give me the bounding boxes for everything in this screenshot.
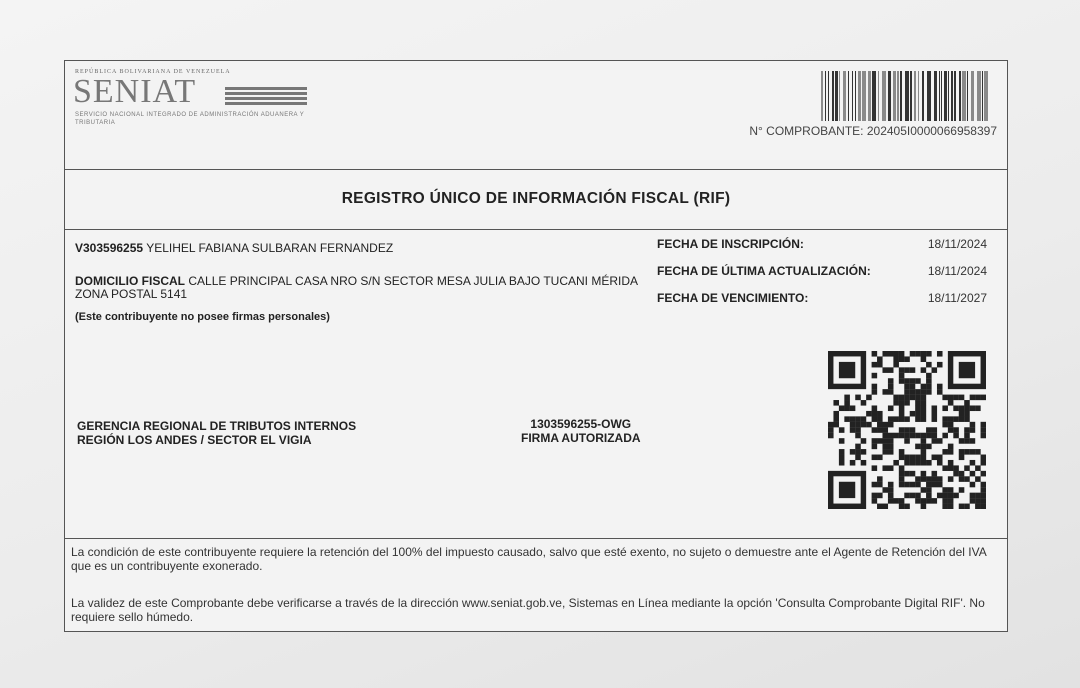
barcode-image [821, 71, 997, 121]
date-value: 18/11/2024 [927, 264, 987, 278]
certificate-footer [65, 538, 1007, 633]
document-title: REGISTRO ÚNICO DE INFORMACIÓN FISCAL (RIF) [341, 190, 731, 207]
firma-label: FIRMA AUTORIZADA [521, 431, 641, 445]
firma-block [521, 417, 641, 445]
comprobante-value: 202405I0000066958397 [866, 124, 997, 138]
rif-certificate [64, 60, 1008, 632]
date-label: FECHA DE VENCIMIENTO: [657, 291, 809, 305]
rif-number: V303596255 [75, 241, 144, 255]
firma-code: 1303596255-OWG [530, 417, 632, 431]
seniat-logo: SENIAT [73, 73, 197, 110]
certificate-header [65, 61, 1007, 170]
date-row-inscripcion [657, 237, 987, 264]
validity-note: La validez de este Comprobante debe verificarse a través de la dirección www.seniat.gob.ve, Sistemas en Línea mediante la opción 'Consulta Comprobante Digital RIF'. No requiere sello húmedo. [71, 596, 985, 624]
contributor-line [75, 241, 393, 255]
firmas-note: (Este contribuyente no posee firmas personales) [75, 311, 330, 323]
date-label: FECHA DE ÚLTIMA ACTUALIZACIÓN: [657, 264, 871, 278]
contributor-name: YELIHEL FABIANA SULBARAN FERNANDEZ [146, 241, 394, 255]
date-row-vencimiento [657, 291, 987, 318]
retention-note: La condición de este contribuyente requiere la retención del 100% del impuesto causado, salvo que esté exento, no sujeto o demuestre ante el Agente de Retención del IVA que es un contribuyente exonerado. [71, 545, 987, 573]
comprobante-label: N° COMPROBANTE: [749, 124, 864, 138]
gerencia-line-1: GERENCIA REGIONAL DE TRIBUTOS INTERNOS [77, 419, 357, 433]
comprobante-number [749, 124, 997, 138]
gerencia-block [77, 419, 356, 447]
logo-bars-decoration [225, 87, 307, 107]
date-value: 18/11/2024 [927, 237, 987, 251]
certificate-body [65, 229, 1007, 539]
title-bar [65, 169, 1007, 230]
qr-code-image [828, 351, 986, 509]
gerencia-line-2: REGIÓN LOS ANDES / SECTOR EL VIGIA [77, 433, 312, 447]
domicilio-value: CALLE PRINCIPAL CASA NRO S/N SECTOR MESA JULIA BAJO TUCANI MÉRIDA ZONA POSTAL 5141 [75, 274, 638, 301]
domicilio-fiscal [75, 275, 655, 301]
dates-block [657, 237, 987, 318]
date-value: 18/11/2027 [927, 291, 987, 305]
logo-top-text: REPÚBLICA BOLIVARIANA DE VENEZUELA [75, 69, 231, 75]
date-row-actualizacion [657, 264, 987, 291]
logo-subtext: SERVICIO NACIONAL INTEGRADO DE ADMINISTRACIÓN ADUANERA Y TRIBUTARIA [75, 112, 305, 126]
domicilio-label: DOMICILIO FISCAL [75, 274, 185, 288]
date-label: FECHA DE INSCRIPCIÓN: [657, 237, 804, 251]
